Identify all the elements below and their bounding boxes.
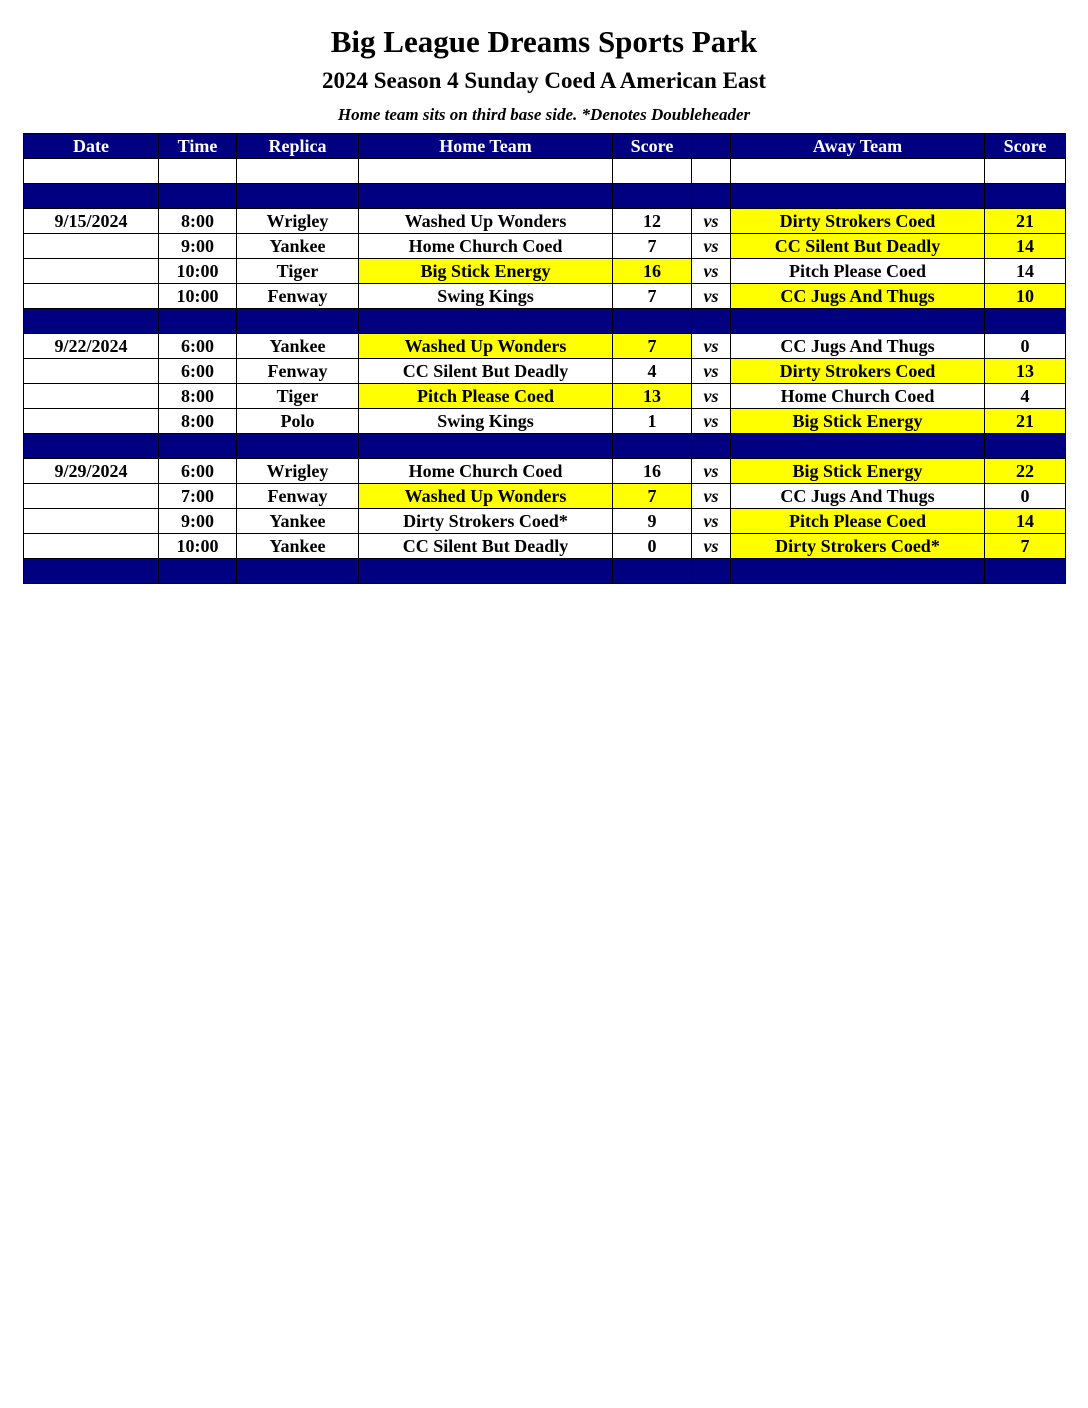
- home-team-cell: Washed Up Wonders: [359, 484, 613, 509]
- empty-cell: [159, 559, 237, 584]
- home-team-cell: Swing Kings: [359, 409, 613, 434]
- empty-cell: [237, 559, 359, 584]
- date-cell: [24, 484, 159, 509]
- table-row: [24, 484, 1066, 509]
- empty-cell: [24, 159, 159, 184]
- replica-cell: Yankee: [237, 334, 359, 359]
- away-score-cell: 14: [985, 259, 1066, 284]
- away-score-cell: 13: [985, 359, 1066, 384]
- empty-cell: [237, 159, 359, 184]
- empty-cell: [985, 159, 1066, 184]
- home-score-cell: 7: [613, 334, 692, 359]
- time-cell: 8:00: [159, 209, 237, 234]
- date-cell: [24, 259, 159, 284]
- away-score-cell: 22: [985, 459, 1066, 484]
- empty-cell: [359, 184, 613, 209]
- away-score-cell: 4: [985, 384, 1066, 409]
- empty-cell: [359, 434, 613, 459]
- home-score-cell: 7: [613, 484, 692, 509]
- replica-cell: Fenway: [237, 359, 359, 384]
- empty-cell: [692, 434, 731, 459]
- empty-cell: [613, 159, 692, 184]
- away-score-cell: 14: [985, 509, 1066, 534]
- date-cell: 9/22/2024: [24, 334, 159, 359]
- time-cell: 10:00: [159, 259, 237, 284]
- vs-cell: vs: [692, 509, 731, 534]
- blank-row: [24, 159, 1066, 184]
- table-row: [24, 409, 1066, 434]
- home-team-cell: Big Stick Energy: [359, 259, 613, 284]
- away-team-cell: Home Church Coed: [731, 384, 985, 409]
- home-team-cell: Dirty Strokers Coed*: [359, 509, 613, 534]
- date-cell: 9/29/2024: [24, 459, 159, 484]
- vs-cell: vs: [692, 359, 731, 384]
- time-cell: 7:00: [159, 484, 237, 509]
- empty-cell: [692, 184, 731, 209]
- column-header-time: Time: [159, 134, 237, 159]
- table-row: [24, 384, 1066, 409]
- replica-cell: Tiger: [237, 384, 359, 409]
- home-score-cell: 0: [613, 534, 692, 559]
- empty-cell: [237, 184, 359, 209]
- column-header-date: Date: [24, 134, 159, 159]
- home-score-cell: 9: [613, 509, 692, 534]
- home-score-cell: 13: [613, 384, 692, 409]
- vs-cell: vs: [692, 384, 731, 409]
- date-cell: [24, 284, 159, 309]
- vs-cell: vs: [692, 209, 731, 234]
- away-score-cell: 21: [985, 409, 1066, 434]
- time-cell: 10:00: [159, 284, 237, 309]
- time-cell: 10:00: [159, 534, 237, 559]
- date-cell: [24, 509, 159, 534]
- empty-cell: [985, 559, 1066, 584]
- date-cell: [24, 359, 159, 384]
- separator-row: [24, 184, 1066, 209]
- empty-cell: [731, 434, 985, 459]
- away-score-cell: 0: [985, 334, 1066, 359]
- empty-cell: [159, 184, 237, 209]
- vs-cell: vs: [692, 409, 731, 434]
- home-team-cell: Home Church Coed: [359, 234, 613, 259]
- away-team-cell: Pitch Please Coed: [731, 259, 985, 284]
- home-score-cell: 4: [613, 359, 692, 384]
- time-cell: 6:00: [159, 334, 237, 359]
- replica-cell: Tiger: [237, 259, 359, 284]
- schedule-table-body: [24, 159, 1066, 584]
- empty-cell: [613, 184, 692, 209]
- home-score-cell: 7: [613, 234, 692, 259]
- schedule-table: [23, 133, 1066, 584]
- home-team-cell: Washed Up Wonders: [359, 209, 613, 234]
- replica-cell: Yankee: [237, 534, 359, 559]
- home-team-cell: Pitch Please Coed: [359, 384, 613, 409]
- replica-cell: Fenway: [237, 484, 359, 509]
- away-score-cell: 7: [985, 534, 1066, 559]
- table-row: [24, 534, 1066, 559]
- empty-cell: [613, 309, 692, 334]
- table-row: [24, 259, 1066, 284]
- page-title: Big League Dreams Sports Park: [330, 24, 758, 59]
- column-header-replica: Replica: [237, 134, 359, 159]
- empty-cell: [24, 184, 159, 209]
- column-header-home-score: Score: [613, 134, 692, 159]
- empty-cell: [613, 559, 692, 584]
- replica-cell: Wrigley: [237, 209, 359, 234]
- replica-cell: Fenway: [237, 284, 359, 309]
- time-cell: 9:00: [159, 509, 237, 534]
- away-score-cell: 0: [985, 484, 1066, 509]
- empty-cell: [731, 559, 985, 584]
- empty-cell: [359, 159, 613, 184]
- vs-cell: vs: [692, 284, 731, 309]
- empty-cell: [692, 159, 731, 184]
- empty-cell: [985, 434, 1066, 459]
- date-cell: [24, 384, 159, 409]
- away-team-cell: Dirty Strokers Coed*: [731, 534, 985, 559]
- home-score-cell: 12: [613, 209, 692, 234]
- table-row: [24, 359, 1066, 384]
- away-team-cell: CC Jugs And Thugs: [731, 484, 985, 509]
- table-row: [24, 509, 1066, 534]
- empty-cell: [24, 434, 159, 459]
- empty-cell: [359, 309, 613, 334]
- separator-row: [24, 309, 1066, 334]
- away-team-cell: Dirty Strokers Coed: [731, 359, 985, 384]
- date-cell: [24, 534, 159, 559]
- column-header-vs: [692, 134, 731, 159]
- page-subtitle: 2024 Season 4 Sunday Coed A American East: [321, 68, 767, 93]
- column-header-away-team: Away Team: [731, 134, 985, 159]
- table-header-row: [24, 134, 1066, 159]
- empty-cell: [613, 434, 692, 459]
- away-score-cell: 10: [985, 284, 1066, 309]
- time-cell: 6:00: [159, 359, 237, 384]
- home-team-cell: Home Church Coed: [359, 459, 613, 484]
- home-team-cell: Washed Up Wonders: [359, 334, 613, 359]
- away-team-cell: CC Jugs And Thugs: [731, 284, 985, 309]
- away-team-cell: Dirty Strokers Coed: [731, 209, 985, 234]
- column-header-home-team: Home Team: [359, 134, 613, 159]
- empty-cell: [731, 159, 985, 184]
- empty-cell: [24, 309, 159, 334]
- vs-cell: vs: [692, 534, 731, 559]
- empty-cell: [159, 159, 237, 184]
- separator-row: [24, 434, 1066, 459]
- away-score-cell: 21: [985, 209, 1066, 234]
- replica-cell: Wrigley: [237, 459, 359, 484]
- table-row: [24, 209, 1066, 234]
- home-team-cell: Swing Kings: [359, 284, 613, 309]
- away-team-cell: Big Stick Energy: [731, 459, 985, 484]
- vs-cell: vs: [692, 334, 731, 359]
- empty-cell: [359, 559, 613, 584]
- empty-cell: [731, 184, 985, 209]
- time-cell: 8:00: [159, 409, 237, 434]
- separator-row: [24, 559, 1066, 584]
- empty-cell: [731, 309, 985, 334]
- vs-cell: vs: [692, 259, 731, 284]
- empty-cell: [159, 434, 237, 459]
- table-row: [24, 459, 1066, 484]
- date-cell: [24, 234, 159, 259]
- home-score-cell: 7: [613, 284, 692, 309]
- date-cell: 9/15/2024: [24, 209, 159, 234]
- empty-cell: [159, 309, 237, 334]
- away-team-cell: Pitch Please Coed: [731, 509, 985, 534]
- vs-cell: vs: [692, 459, 731, 484]
- vs-cell: vs: [692, 484, 731, 509]
- vs-cell: vs: [692, 234, 731, 259]
- home-score-cell: 1: [613, 409, 692, 434]
- table-row: [24, 234, 1066, 259]
- date-cell: [24, 409, 159, 434]
- table-row: [24, 284, 1066, 309]
- page-note: Home team sits on third base side. *Denotes Doubleheader: [337, 105, 751, 124]
- away-score-cell: 14: [985, 234, 1066, 259]
- empty-cell: [24, 559, 159, 584]
- empty-cell: [985, 309, 1066, 334]
- replica-cell: Yankee: [237, 234, 359, 259]
- away-team-cell: Big Stick Energy: [731, 409, 985, 434]
- replica-cell: Yankee: [237, 509, 359, 534]
- empty-cell: [692, 559, 731, 584]
- home-score-cell: 16: [613, 259, 692, 284]
- away-team-cell: CC Silent But Deadly: [731, 234, 985, 259]
- away-team-cell: CC Jugs And Thugs: [731, 334, 985, 359]
- replica-cell: Polo: [237, 409, 359, 434]
- home-team-cell: CC Silent But Deadly: [359, 359, 613, 384]
- home-score-cell: 16: [613, 459, 692, 484]
- time-cell: 8:00: [159, 384, 237, 409]
- empty-cell: [237, 434, 359, 459]
- time-cell: 6:00: [159, 459, 237, 484]
- empty-cell: [692, 309, 731, 334]
- empty-cell: [237, 309, 359, 334]
- table-row: [24, 334, 1066, 359]
- empty-cell: [985, 184, 1066, 209]
- column-header-away-score: Score: [985, 134, 1066, 159]
- time-cell: 9:00: [159, 234, 237, 259]
- home-team-cell: CC Silent But Deadly: [359, 534, 613, 559]
